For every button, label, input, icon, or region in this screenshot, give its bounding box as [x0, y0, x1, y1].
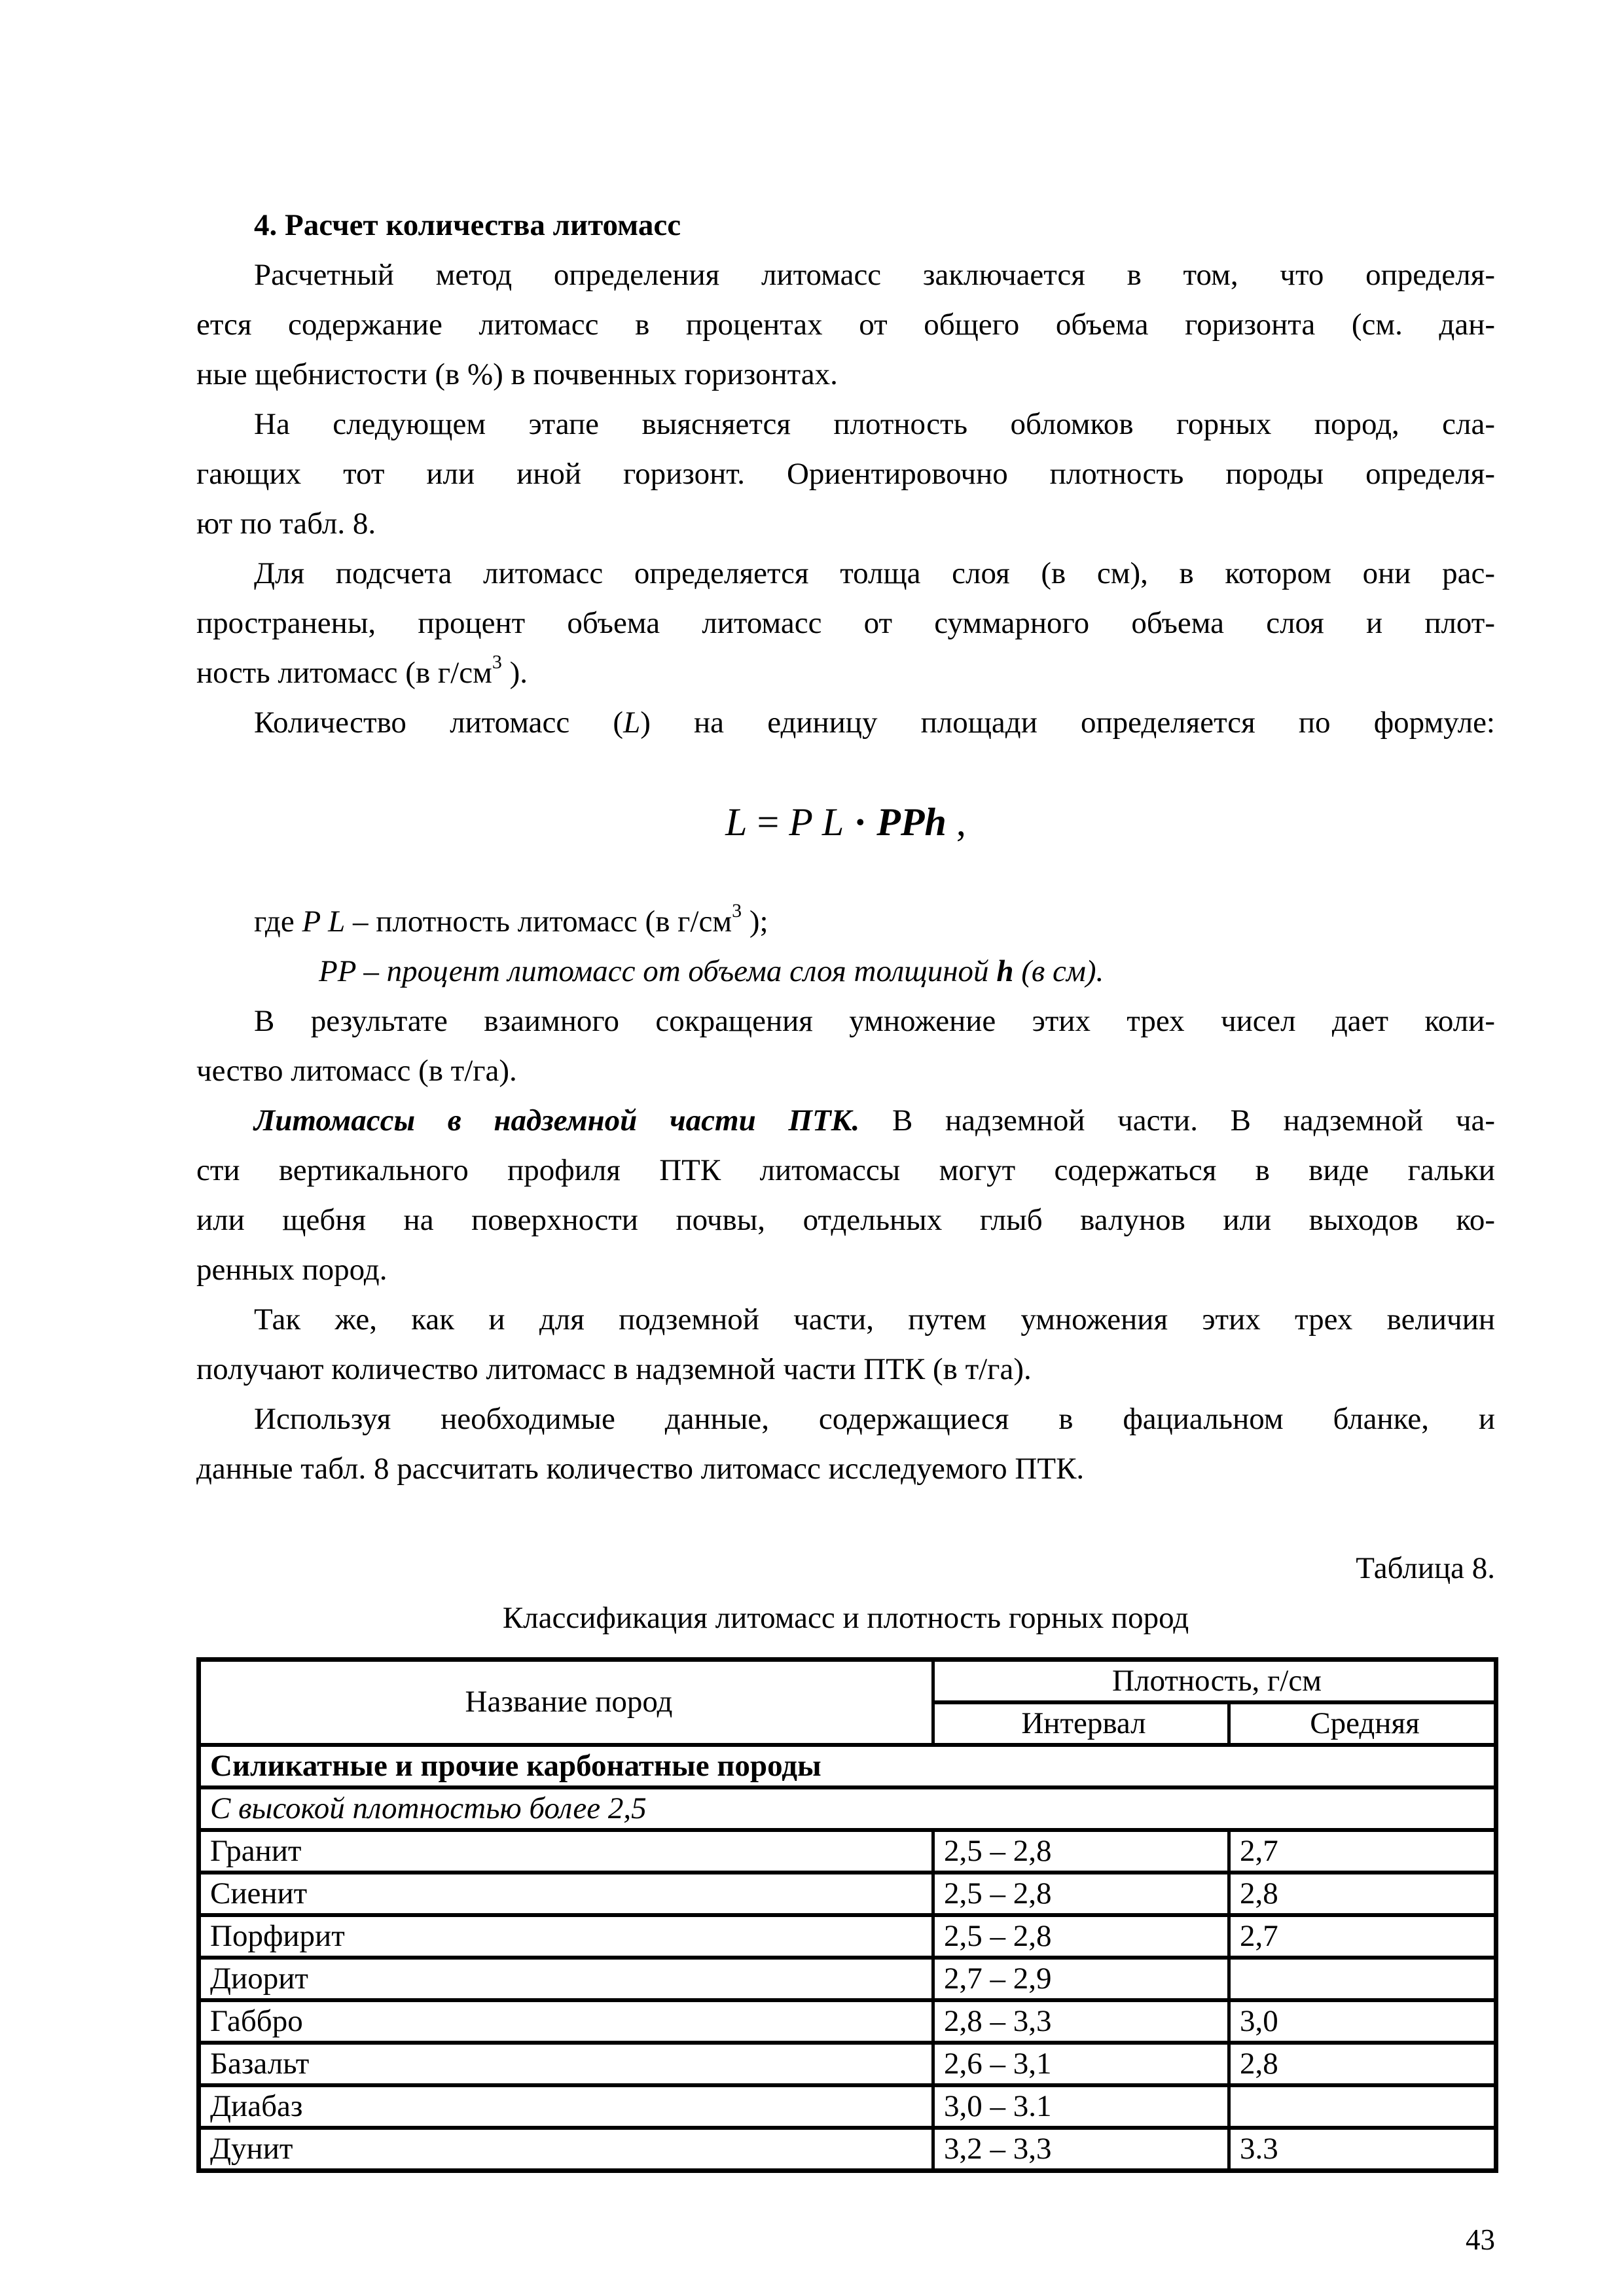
paragraph-2	[196, 399, 1495, 548]
header-average: Средняя	[1229, 1702, 1496, 1745]
text-line	[196, 698, 1495, 747]
run-in-heading: Литомассы в надземной части ПТК.	[254, 1103, 860, 1138]
superscript: 3	[732, 900, 742, 922]
text-line	[196, 648, 1495, 698]
formula-comma: ,	[946, 800, 966, 844]
text-segment: PP – процент литомасс от объема слоя толщиной	[319, 954, 997, 988]
paragraph-1	[196, 250, 1495, 399]
text-line: Расчетный метод определения литомасс заключается в том, что определя-	[254, 258, 1495, 292]
paragraph-5	[196, 996, 1495, 1096]
rock-name-cell: Диабаз	[199, 2085, 933, 2128]
interval-cell: 3,2 – 3,3	[933, 2128, 1229, 2171]
text-line: пространены, процент объема литомасс от суммарного объема слоя и плот-	[196, 606, 1495, 640]
average-cell: 2,7	[1229, 1915, 1496, 1958]
rock-name-cell: Дунит	[199, 2128, 933, 2171]
rock-name-cell: Порфирит	[199, 1915, 933, 1958]
paragraph-3	[196, 548, 1495, 698]
density-table	[196, 1657, 1498, 2173]
text-line: Используя необходимые данные, содержащиеся в фациальном бланке, и	[254, 1402, 1495, 1436]
average-cell: 3.3	[1229, 2128, 1496, 2171]
text-line: ренных пород.	[196, 1253, 388, 1287]
variable-PL: P L	[302, 905, 346, 939]
rock-name-cell: Сиенит	[199, 1873, 933, 1915]
formula-term-L: L	[725, 800, 748, 844]
text-line: ется содержание литомасс в процентах от общего объема горизонта (см. дан-	[196, 308, 1495, 342]
text-line: В результате взаимного сокращения умножение этих трех чисел дает коли-	[254, 1004, 1495, 1038]
text-line: чество литомасс (в т/га).	[196, 1054, 517, 1088]
table-number-label: Таблица 8.	[1356, 1551, 1495, 1585]
table-row	[199, 2043, 1496, 2085]
text-line: Так же, как и для подземной части, путем умножения этих трех величин	[254, 1302, 1495, 1336]
text-line: гающих тот или иной горизонт. Ориентировочно плотность породы определя-	[196, 457, 1495, 491]
average-cell: 2,8	[1229, 1873, 1496, 1915]
text-line: данные табл. 8 рассчитать количество литомасс исследуемого ПТК.	[196, 1452, 1085, 1486]
average-cell: 2,7	[1229, 1830, 1496, 1873]
interval-cell: 2,5 – 2,8	[933, 1830, 1229, 1873]
text-line: или щебня на поверхности почвы, отдельных глыб валунов или выходов ко-	[196, 1203, 1495, 1237]
table-section-row	[199, 1745, 1496, 1787]
text-line: Для подсчета литомасс определяется толща слоя (в см), в котором они рас-	[254, 556, 1495, 590]
text-segment: В надземной части. В надземной ча-	[859, 1103, 1495, 1138]
interval-cell: 2,8 – 3,3	[933, 2000, 1229, 2043]
rock-name-cell: Габбро	[199, 2000, 933, 2043]
average-cell: 3,0	[1229, 2000, 1496, 2043]
paragraph-4	[196, 698, 1495, 747]
superscript: 3	[492, 651, 502, 673]
text-line: сти вертикального профиля ПТК литомассы могут содержаться в виде гальки	[196, 1153, 1495, 1187]
text-segment: – плотность литомасс (в г/см	[345, 905, 732, 939]
interval-cell: 2,6 – 3,1	[933, 2043, 1229, 2085]
table-row	[199, 2000, 1496, 2043]
table-row	[199, 1915, 1496, 1958]
section-title-italic: С высокой плотностью более 2,5	[199, 1787, 1496, 1830]
text-segment: );	[742, 905, 768, 939]
rock-name-cell: Базальт	[199, 2043, 933, 2085]
text-line	[196, 1096, 1495, 1145]
table-row	[199, 2128, 1496, 2171]
formula-dot: ·	[844, 800, 877, 844]
formula-term-PL: P L	[789, 800, 844, 844]
formula-term-PPh: PPh	[876, 800, 947, 844]
table-section-row	[199, 1787, 1496, 1830]
variable-L: L	[623, 706, 641, 740]
header-interval: Интервал	[933, 1702, 1229, 1745]
table-header-row-1	[199, 1660, 1496, 1703]
table-row	[199, 1873, 1496, 1915]
rock-name-cell: Диорит	[199, 1958, 933, 2000]
text-line	[196, 897, 1495, 946]
average-cell	[1229, 1958, 1496, 2000]
paragraph-legend	[196, 897, 1495, 996]
table-row	[199, 1958, 1496, 2000]
text-segment: где	[254, 905, 302, 939]
section-title-bold: Силикатные и прочие карбонатные породы	[199, 1745, 1496, 1787]
header-density: Плотность, г/см	[933, 1660, 1496, 1703]
paragraph-6	[196, 1096, 1495, 1295]
average-cell: 2,8	[1229, 2043, 1496, 2085]
paragraph-8	[196, 1394, 1495, 1494]
formula-equals: =	[747, 800, 789, 844]
text-segment: ность литомасс (в г/см	[196, 656, 492, 690]
text-line: ют по табл. 8.	[196, 507, 376, 541]
rock-name-cell: Гранит	[199, 1830, 933, 1873]
text-line	[196, 946, 1495, 996]
text-line: ные щебнистости (в %) в почвенных горизонтах.	[196, 357, 838, 391]
section-heading: 4. Расчет количества литомасс	[254, 208, 681, 242]
text-line: получают количество литомасс в надземной части ПТК (в т/га).	[196, 1352, 1032, 1386]
text-segment: (в см).	[1013, 954, 1104, 988]
interval-cell: 2,7 – 2,9	[933, 1958, 1229, 2000]
table-row	[199, 1830, 1496, 1873]
text-segment: Количество литомасс (	[254, 706, 624, 740]
average-cell	[1229, 2085, 1496, 2128]
paragraph-7	[196, 1295, 1495, 1394]
interval-cell: 2,5 – 2,8	[933, 1915, 1229, 1958]
interval-cell: 2,5 – 2,8	[933, 1873, 1229, 1915]
table-row	[199, 2085, 1496, 2128]
text-line: На следующем этапе выясняется плотность обломков горных пород, сла-	[254, 407, 1495, 441]
text-segment: ).	[501, 656, 528, 690]
text-segment: ) на единицу площади определяется по формуле:	[640, 706, 1495, 740]
variable-h: h	[996, 954, 1014, 988]
page-number: 43	[1466, 2223, 1495, 2256]
formula	[196, 797, 1495, 847]
header-rock-name: Название пород	[199, 1660, 933, 1746]
interval-cell: 3,0 – 3.1	[933, 2085, 1229, 2128]
table-caption: Классификация литомасс и плотность горных пород	[502, 1601, 1189, 1635]
